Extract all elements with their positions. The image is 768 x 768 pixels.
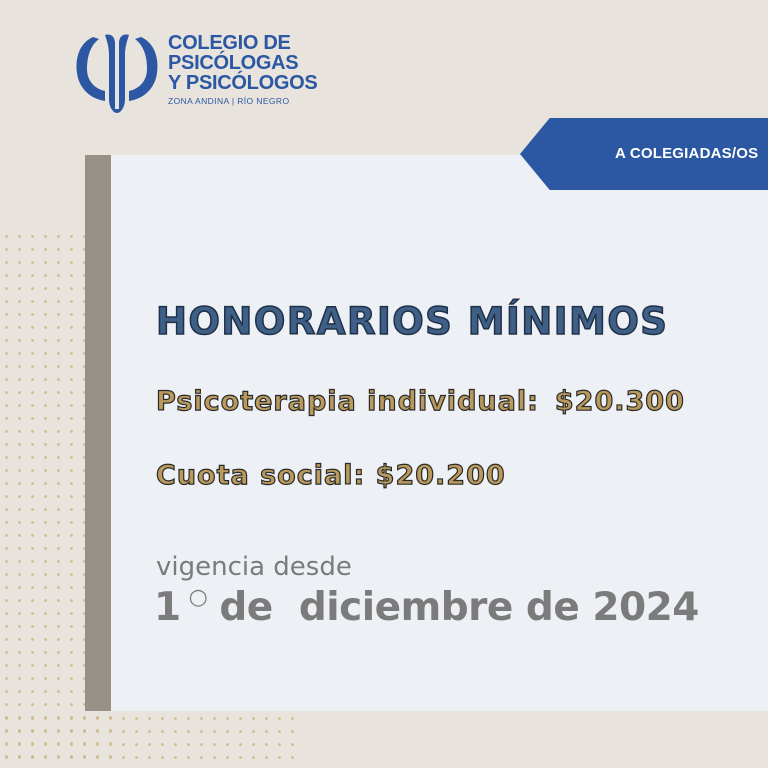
- validity-date: [154, 585, 699, 630]
- fee-label: Cuota social:: [156, 460, 366, 491]
- validity-month-year: de diciembre de 2024: [219, 585, 699, 630]
- audience-badge-label: A COLEGIADAS/OS: [615, 145, 759, 162]
- page-title: HONORARIOS MÍNIMOS: [156, 300, 669, 343]
- organization-name: [168, 33, 317, 106]
- fee-label: Psicoterapia individual:: [156, 386, 539, 417]
- logo-line-2: PSICÓLOGAS: [168, 52, 299, 74]
- fee-psicoterapia: [156, 386, 685, 417]
- dot-pattern-bottom: [0, 712, 300, 768]
- fee-amount: $20.200: [375, 460, 506, 491]
- validity-day: 1: [154, 585, 181, 630]
- logo-subline: ZONA ANDINA | RÍO NEGRO: [168, 96, 290, 106]
- validity-label: vigencia desde: [156, 552, 352, 582]
- psi-logo-icon: [75, 33, 159, 113]
- ordinal-mark: ○: [188, 585, 208, 610]
- logo-line-1: COLEGIO DE: [168, 32, 291, 54]
- fee-cuota-social: [156, 460, 506, 491]
- logo-line-3: Y PSICÓLOGOS: [168, 72, 318, 94]
- accent-bar: [85, 155, 111, 711]
- fee-amount: $20.300: [554, 386, 685, 417]
